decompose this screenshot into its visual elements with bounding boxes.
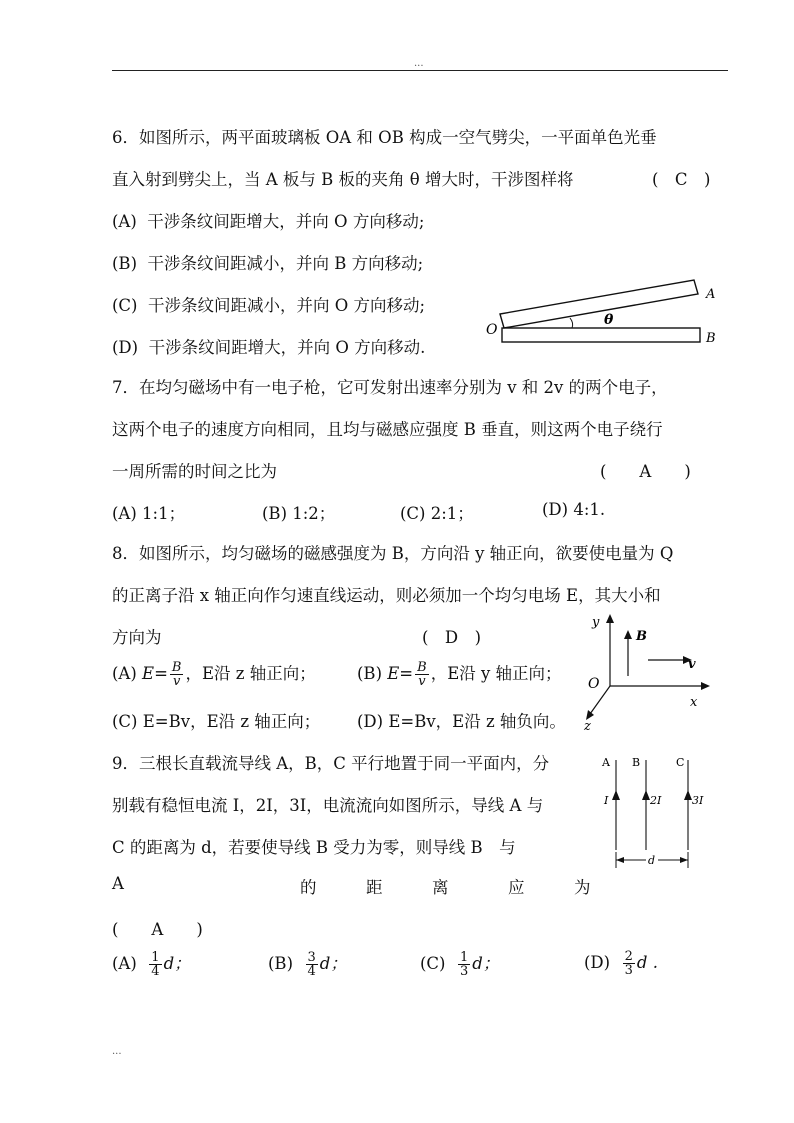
label-current-2i: 2I bbox=[650, 794, 662, 807]
q8-axes-figure bbox=[578, 606, 728, 730]
option-text: ，E沿 z 轴正向； bbox=[185, 664, 316, 683]
q7-option-c bbox=[400, 500, 474, 524]
option-label: (D) bbox=[357, 712, 384, 731]
option-label: (D) bbox=[542, 500, 569, 519]
current-arrow-b-icon bbox=[642, 790, 650, 800]
q6-line-1: 6．如图所示，两平面玻璃板 OA 和 OB 构成一空气劈尖，一平面单色光垂 bbox=[112, 128, 657, 147]
label-y: y bbox=[592, 615, 600, 630]
fraction-numerator: 1 bbox=[460, 950, 469, 965]
option-label: (A) bbox=[112, 504, 137, 523]
angle-arc bbox=[570, 318, 573, 328]
q9-line-4-word: 的 bbox=[300, 878, 317, 897]
q7-line-3: 一周所需的时间之比为 bbox=[112, 462, 277, 481]
option-text: E=Bv，E沿 z 轴正向； bbox=[142, 712, 321, 731]
q9-answer: ( A ) bbox=[112, 920, 203, 939]
label-a: A bbox=[706, 287, 716, 302]
option-label: (D) bbox=[584, 953, 611, 972]
label-o: O bbox=[486, 322, 498, 338]
option-label: (B) bbox=[357, 664, 382, 683]
b-vector-arrow-icon bbox=[624, 630, 632, 639]
option-label: (D) bbox=[112, 338, 139, 357]
fraction bbox=[623, 950, 635, 977]
q9-option-d bbox=[584, 950, 658, 977]
label-b: B bbox=[636, 629, 647, 644]
option-label: (B) bbox=[268, 954, 293, 973]
fraction-numerator: 2 bbox=[624, 949, 633, 964]
label-wire-a: A bbox=[602, 756, 610, 769]
q6-answer: ( C ) bbox=[652, 170, 711, 189]
q8-option-d bbox=[357, 708, 566, 732]
q6-option-a bbox=[112, 208, 424, 232]
fraction bbox=[149, 951, 161, 978]
label-current-i: I bbox=[604, 794, 609, 807]
q9-line-3: C 的距离为 d，若要使导线 B 受力为零，则导线 B 与 bbox=[112, 838, 516, 857]
q6-wedge-figure bbox=[480, 272, 730, 356]
equation-lhs: E= bbox=[142, 664, 168, 683]
option-text: 干涉条纹间距增大，并向 O 方向移动; bbox=[147, 212, 425, 231]
fraction-numerator: B bbox=[417, 660, 427, 675]
option-label: (A) bbox=[112, 954, 137, 973]
label-o: O bbox=[588, 676, 600, 692]
option-text: 干涉条纹间距减小，并向 O 方向移动; bbox=[148, 296, 426, 315]
option-text: d； bbox=[472, 954, 500, 973]
option-text: d； bbox=[163, 954, 191, 973]
fraction-numerator: 1 bbox=[151, 950, 160, 965]
fraction-denominator: 4 bbox=[307, 964, 316, 979]
q8-option-b bbox=[357, 660, 562, 688]
q7-option-d bbox=[542, 500, 605, 519]
distance-arrow-right-icon bbox=[680, 857, 688, 863]
option-label: (A) bbox=[112, 212, 137, 231]
label-z: z bbox=[584, 719, 591, 730]
q7-line-1: 7．在均匀磁场中有一电子枪，它可发射出速率分别为 v 和 2v 的两个电子， bbox=[112, 378, 668, 397]
x-axis-arrow-icon bbox=[701, 682, 710, 690]
label-v: v bbox=[688, 657, 696, 672]
q9-line-4-word: 应 bbox=[508, 878, 525, 897]
q7-option-b bbox=[262, 500, 335, 524]
label-current-3i: 3I bbox=[692, 794, 704, 807]
q6-option-b bbox=[112, 250, 423, 274]
option-label: (A) bbox=[112, 664, 137, 683]
q7-answer: ( A ) bbox=[600, 462, 691, 481]
option-text: 干涉条纹间距减小，并向 B 方向移动; bbox=[147, 254, 424, 273]
fraction bbox=[415, 661, 429, 688]
label-b: B bbox=[706, 331, 716, 346]
header-rule bbox=[112, 70, 728, 71]
q7-option-a bbox=[112, 500, 185, 524]
q8-option-c bbox=[112, 708, 320, 732]
q6-option-c bbox=[112, 292, 425, 316]
footer-dots: ... bbox=[112, 1046, 122, 1057]
option-label: (C) bbox=[400, 504, 426, 523]
option-label: (C) bbox=[420, 954, 446, 973]
option-text: d； bbox=[319, 954, 347, 973]
fraction-numerator: B bbox=[171, 660, 182, 675]
q6-line-2: 直入射到劈尖上，当 A 板与 B 板的夹角 θ 增大时，干涉图样将 bbox=[112, 170, 574, 189]
option-text: 4:1. bbox=[573, 500, 606, 519]
current-arrow-a-icon bbox=[612, 790, 620, 800]
plate-b bbox=[502, 328, 700, 342]
q6-option-d bbox=[112, 334, 425, 358]
q9-option-c bbox=[420, 950, 499, 978]
label-distance-d: d bbox=[648, 854, 656, 867]
option-text: ，E沿 y 轴正向； bbox=[430, 664, 562, 683]
fraction-denominator: 4 bbox=[151, 964, 160, 979]
label-x: x bbox=[690, 695, 698, 710]
label-wire-b: B bbox=[632, 756, 641, 769]
option-text: E=Bv，E沿 z 轴负向。 bbox=[388, 712, 566, 731]
q9-line-4-word: 为 bbox=[574, 878, 591, 897]
fraction bbox=[306, 951, 318, 978]
fraction bbox=[170, 661, 184, 688]
q8-option-a bbox=[112, 660, 316, 688]
fraction-numerator: 3 bbox=[307, 950, 316, 965]
q8-line-3: 方向为 bbox=[112, 628, 162, 647]
label-theta: θ bbox=[604, 312, 614, 328]
label-wire-c: C bbox=[676, 756, 685, 769]
y-axis-arrow-icon bbox=[606, 614, 614, 623]
option-text: 1:2； bbox=[292, 504, 336, 523]
q9-line-4-word: 离 bbox=[432, 878, 449, 897]
header-dots: ... bbox=[414, 58, 424, 69]
q7-line-2: 这两个电子的速度方向相同，且均与磁感应强度 B 垂直，则这两个电子绕行 bbox=[112, 420, 663, 439]
current-arrow-c-icon bbox=[684, 790, 692, 800]
q9-line-4-word: 距 bbox=[366, 878, 383, 897]
q9-option-a bbox=[112, 950, 191, 978]
q8-line-2: 的正离子沿 x 轴正向作匀速直线运动，则必须加一个均匀电场 E，其大小和 bbox=[112, 586, 661, 605]
option-text: 干涉条纹间距增大，并向 O 方向移动. bbox=[148, 338, 426, 357]
fraction bbox=[458, 951, 470, 978]
option-text: 2:1； bbox=[430, 504, 474, 523]
distance-arrow-left-icon bbox=[616, 857, 624, 863]
q9-wires-figure bbox=[596, 752, 706, 882]
q9-line-1: 9．三根长直载流导线 A，B，C 平行地置于同一平面内，分 bbox=[112, 754, 550, 773]
equation-lhs: E= bbox=[387, 664, 414, 683]
option-label: (B) bbox=[262, 504, 287, 523]
fraction-denominator: 3 bbox=[460, 964, 469, 979]
q9-option-b bbox=[268, 950, 347, 978]
fraction-denominator: v bbox=[418, 674, 426, 689]
q9-line-4-word: A bbox=[112, 874, 124, 893]
fraction-denominator: v bbox=[173, 674, 181, 689]
option-text: 1:1； bbox=[142, 504, 186, 523]
q8-answer: ( D ) bbox=[422, 628, 482, 647]
q9-line-2: 别载有稳恒电流 I，2I，3I，电流流向如图所示，导线 A 与 bbox=[112, 796, 544, 815]
option-label: (C) bbox=[112, 712, 138, 731]
option-text: d . bbox=[636, 953, 658, 972]
q8-line-1: 8．如图所示，均匀磁场的磁感强度为 B，方向沿 y 轴正向，欲要使电量为 Q bbox=[112, 544, 674, 563]
option-label: (C) bbox=[112, 296, 138, 315]
plate-a bbox=[500, 280, 698, 328]
option-label: (B) bbox=[112, 254, 137, 273]
fraction-denominator: 3 bbox=[624, 963, 633, 978]
